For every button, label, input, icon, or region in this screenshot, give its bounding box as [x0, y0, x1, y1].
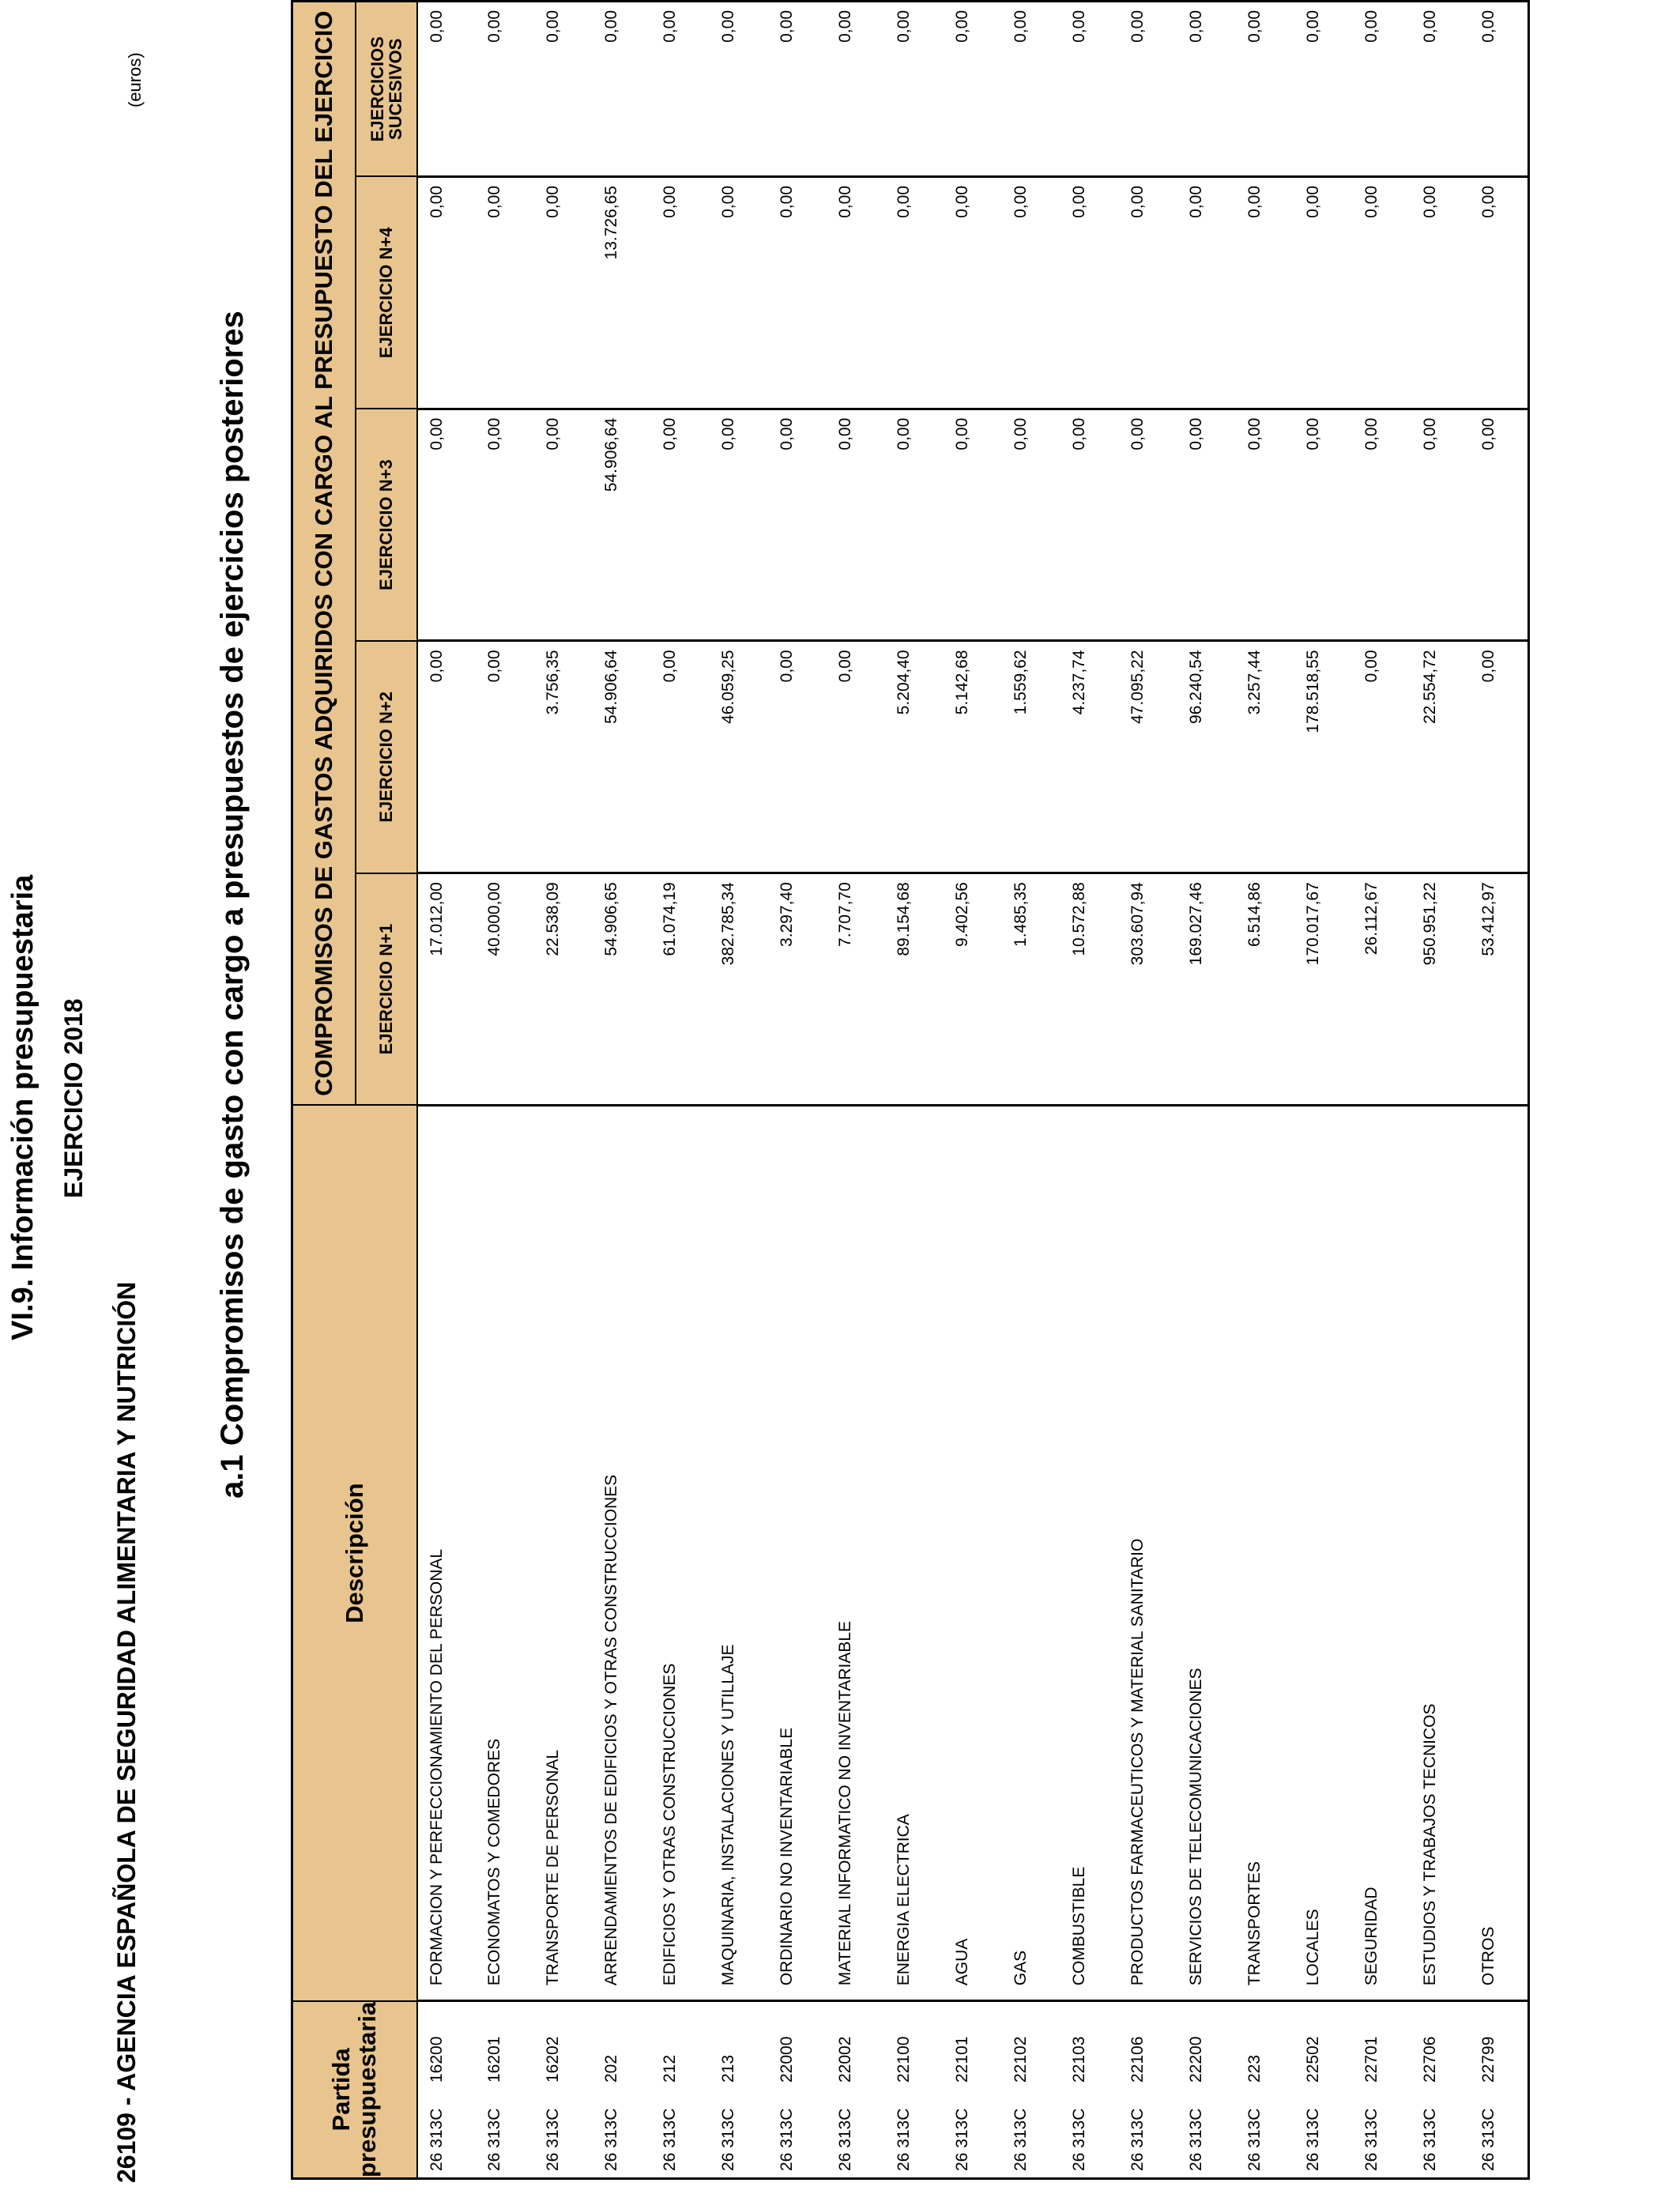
- ejercicio-n2-value: 178.518,55: [1294, 641, 1353, 873]
- partida-concept: 22701: [1362, 2036, 1381, 2083]
- partida-cell: [417, 2001, 476, 2179]
- sucesivos-value: 0,00: [1304, 10, 1322, 43]
- header-descripcion: Descripción: [292, 1105, 418, 2000]
- ejercicio-n2-value: 0,00: [417, 641, 476, 873]
- sucesivos-value: 0,00: [1070, 10, 1088, 43]
- partida-cell: [1470, 2001, 1528, 2179]
- header-group-compromisos: COMPROMISOS DE GASTOS ADQUIRIDOS CON CARGO AL PRESUPUESTO DEL EJERCICIO: [292, 2, 356, 1106]
- partida-program: 26 313C: [953, 2108, 971, 2171]
- ejercicio-n4-value: 0,00: [1236, 177, 1294, 409]
- header-ejercicios-sucesivos: EJERCICIOS SUCESIVOS: [356, 2, 417, 177]
- ejercicio-n4-value: 0,00: [1411, 177, 1470, 409]
- ejercicio-n4-value: 0,00: [768, 177, 827, 409]
- ejercicio-n1-value: 61.074,19: [651, 873, 710, 1106]
- partida-concept: 22106: [1128, 2036, 1147, 2083]
- partida-concept: 16200: [428, 2036, 446, 2083]
- partida-program: 26 313C: [895, 2108, 913, 2171]
- sucesivos-value: 0,00: [1187, 10, 1205, 43]
- partida-program: 26 313C: [778, 2108, 796, 2171]
- header-partida: Partida presupuestaria: [292, 2001, 418, 2179]
- sucesivos-value: 0,00: [1245, 10, 1264, 43]
- ejercicio-n4-value: 0,00: [827, 177, 885, 409]
- ejercicio-n3-value: 54.906,64: [593, 409, 651, 641]
- table-row: [1470, 2, 1528, 2179]
- partida-program: 26 313C: [485, 2108, 503, 2171]
- description-cell: EDIFICIOS Y OTRAS CONSTRUCCIONES: [651, 1105, 710, 2000]
- partida-program: 26 313C: [1362, 2108, 1381, 2171]
- ejercicio-n2-value: 96.240,54: [1177, 641, 1236, 873]
- ejercicio-n2-value: 22.554,72: [1411, 641, 1470, 873]
- sucesivos-value: 0,00: [895, 10, 913, 43]
- partida-concept: 16202: [544, 2036, 562, 2083]
- partida-program: 26 313C: [1479, 2108, 1497, 2171]
- sucesivos-value: 0,00: [778, 10, 796, 43]
- description-cell: COMBUSTIBLE: [1060, 1105, 1119, 2000]
- partida-program: 26 313C: [1421, 2108, 1439, 2171]
- partida-concept: 202: [602, 2054, 620, 2083]
- table-row: [1119, 2, 1177, 2179]
- table-row: [768, 2, 827, 2179]
- description-cell: MAQUINARIA, INSTALACIONES Y UTILLAJE: [710, 1105, 768, 2000]
- ejercicio-n1-value: 950.951,22: [1411, 873, 1470, 1106]
- ejercicio-n2-value: 0,00: [651, 641, 710, 873]
- document-title: VI.9. Información presupuestaria: [6, 874, 40, 1340]
- partida-cell: [1411, 2001, 1470, 2179]
- header-ejercicio-n4: EJERCICIO N+4: [356, 177, 417, 409]
- header-ejercicio-n3: EJERCICIO N+3: [356, 409, 417, 641]
- partida-cell: [710, 2001, 768, 2179]
- partida-program: 26 313C: [1187, 2108, 1205, 2171]
- sucesivos-value: 0,00: [602, 10, 620, 43]
- ejercicio-n3-value: 0,00: [651, 409, 710, 641]
- sucesivos-value: 0,00: [719, 10, 737, 43]
- table-body: [417, 2, 1528, 2179]
- ejercicio-n4-value: 0,00: [1002, 177, 1060, 409]
- partida-program: 26 313C: [836, 2108, 854, 2171]
- ejercicio-n2-value: 47.095,22: [1119, 641, 1177, 873]
- ejercicio-n3-value: 0,00: [417, 409, 476, 641]
- partida-concept: 22706: [1421, 2036, 1439, 2083]
- table-row: [1060, 2, 1119, 2179]
- partida-cell: [534, 2001, 593, 2179]
- table-row: [1002, 2, 1060, 2179]
- ejercicio-n2-value: 0,00: [768, 641, 827, 873]
- partida-concept: 22799: [1479, 2036, 1497, 2083]
- ejercicio-n2-value: 0,00: [476, 641, 534, 873]
- ejercicio-n3-value: 0,00: [944, 409, 1002, 641]
- partida-program: 26 313C: [1011, 2108, 1030, 2171]
- description-cell: OTROS: [1470, 1105, 1528, 2000]
- sucesivos-value: 0,00: [836, 10, 854, 43]
- description-cell: MATERIAL INFORMATICO NO INVENTARIABLE: [827, 1105, 885, 2000]
- ejercicio-n1-value: 17.012,00: [417, 873, 476, 1106]
- partida-concept: 22000: [778, 2036, 796, 2083]
- table-row: [1411, 2, 1470, 2179]
- ejercicio-n3-value: 0,00: [476, 409, 534, 641]
- description-cell: TRANSPORTES: [1236, 1105, 1294, 2000]
- sucesivos-value: 0,00: [1362, 10, 1381, 43]
- partida-concept: 22103: [1070, 2036, 1088, 2083]
- partida-cell: [593, 2001, 651, 2179]
- description-cell: ORDINARIO NO INVENTARIABLE: [768, 1105, 827, 2000]
- table-row: [476, 2, 534, 2179]
- ejercicio-n1-value: 3.297,40: [768, 873, 827, 1106]
- ejercicio-n3-value: 0,00: [1470, 409, 1528, 641]
- ejercicio-n4-value: 0,00: [1119, 177, 1177, 409]
- units-label: (euros): [125, 52, 145, 107]
- description-cell: GAS: [1002, 1105, 1060, 2000]
- ejercicio-n1-value: 7.707,70: [827, 873, 885, 1106]
- partida-cell: [1353, 2001, 1411, 2179]
- description-cell: ARRENDAMIENTOS DE EDIFICIOS Y OTRAS CONSTRUCCIONES: [593, 1105, 651, 2000]
- ejercicio-n4-value: 0,00: [1060, 177, 1119, 409]
- ejercicio-n1-value: 170.017,67: [1294, 873, 1353, 1106]
- table-row: [593, 2, 651, 2179]
- section-title: a.1 Compromisos de gasto con cargo a presupuestos de ejercicios posteriores: [215, 311, 250, 1498]
- partida-cell: [1177, 2001, 1236, 2179]
- ejercicio-n1-value: 22.538,09: [534, 873, 593, 1106]
- partida-cell: [1119, 2001, 1177, 2179]
- ejercicio-n4-value: 0,00: [1294, 177, 1353, 409]
- ejercicio-n3-value: 0,00: [1294, 409, 1353, 641]
- ejercicio-n4-value: 0,00: [476, 177, 534, 409]
- partida-concept: 22002: [836, 2036, 854, 2083]
- partida-concept: 16201: [485, 2036, 503, 2083]
- header-ejercicio-n2: EJERCICIO N+2: [356, 641, 417, 873]
- ejercicio-n4-value: 0,00: [651, 177, 710, 409]
- table-row: [1177, 2, 1236, 2179]
- ejercicio-n2-value: 0,00: [1470, 641, 1528, 873]
- table-row: [885, 2, 944, 2179]
- ejercicio-n1-value: 6.514,86: [1236, 873, 1294, 1106]
- ejercicio-n4-value: 0,00: [710, 177, 768, 409]
- partida-program: 26 313C: [1304, 2108, 1322, 2171]
- fiscal-year: EJERCICIO 2018: [59, 998, 88, 1198]
- ejercicio-n2-value: 5.142,68: [944, 641, 1002, 873]
- table-row: [944, 2, 1002, 2179]
- ejercicio-n2-value: 3.756,35: [534, 641, 593, 873]
- partida-cell: [651, 2001, 710, 2179]
- partida-program: 26 313C: [661, 2108, 679, 2171]
- partida-cell: [885, 2001, 944, 2179]
- header-ejercicio-n1: EJERCICIO N+1: [356, 873, 417, 1106]
- ejercicio-n2-value: 54.906,64: [593, 641, 651, 873]
- partida-concept: 212: [661, 2054, 679, 2083]
- ejercicio-n3-value: 0,00: [1002, 409, 1060, 641]
- sucesivos-value: 0,00: [661, 10, 679, 43]
- partida-program: 26 313C: [428, 2108, 446, 2171]
- ejercicio-n3-value: 0,00: [1236, 409, 1294, 641]
- ejercicio-n2-value: 46.059,25: [710, 641, 768, 873]
- ejercicio-n3-value: 0,00: [1353, 409, 1411, 641]
- ejercicio-n1-value: 89.154,68: [885, 873, 944, 1106]
- partida-cell: [1002, 2001, 1060, 2179]
- partida-cell: [827, 2001, 885, 2179]
- partida-cell: [1060, 2001, 1119, 2179]
- partida-concept: 22100: [895, 2036, 913, 2083]
- ejercicio-n2-value: 3.257,44: [1236, 641, 1294, 873]
- sucesivos-value: 0,00: [1011, 10, 1030, 43]
- ejercicio-n2-value: 5.204,40: [885, 641, 944, 873]
- partida-cell: [1236, 2001, 1294, 2179]
- ejercicio-n1-value: 54.906,65: [593, 873, 651, 1106]
- ejercicio-n1-value: 169.027,46: [1177, 873, 1236, 1106]
- partida-concept: 223: [1245, 2054, 1264, 2083]
- ejercicio-n1-value: 26.112,67: [1353, 873, 1411, 1106]
- ejercicio-n3-value: 0,00: [885, 409, 944, 641]
- partida-concept: 22101: [953, 2036, 971, 2083]
- organism-name: 26109 - AGENCIA ESPAÑOLA DE SEGURIDAD ALIMENTARIA Y NUTRICIÓN: [112, 1281, 141, 2183]
- table-row: [827, 2, 885, 2179]
- partida-program: 26 313C: [1070, 2108, 1088, 2171]
- ejercicio-n4-value: 0,00: [1177, 177, 1236, 409]
- sucesivos-value: 0,00: [428, 10, 446, 43]
- partida-concept: 213: [719, 2054, 737, 2083]
- ejercicio-n3-value: 0,00: [827, 409, 885, 641]
- ejercicio-n3-value: 0,00: [1411, 409, 1470, 641]
- partida-program: 26 313C: [1128, 2108, 1147, 2171]
- ejercicio-n1-value: 1.485,35: [1002, 873, 1060, 1106]
- ejercicio-n3-value: 0,00: [768, 409, 827, 641]
- ejercicio-n1-value: 382.785,34: [710, 873, 768, 1106]
- ejercicio-n2-value: 1.559,62: [1002, 641, 1060, 873]
- ejercicio-n1-value: 9.402,56: [944, 873, 1002, 1106]
- ejercicio-n1-value: 10.572,88: [1060, 873, 1119, 1106]
- description-cell: ECONOMATOS Y COMEDORES: [476, 1105, 534, 2000]
- ejercicio-n1-value: 53.412,97: [1470, 873, 1528, 1106]
- sucesivos-value: 0,00: [485, 10, 503, 43]
- sucesivos-value: 0,00: [1128, 10, 1147, 43]
- partida-program: 26 313C: [719, 2108, 737, 2171]
- table-row: [1236, 2, 1294, 2179]
- ejercicio-n4-value: 0,00: [417, 177, 476, 409]
- sucesivos-value: 0,00: [1421, 10, 1439, 43]
- table-row: [710, 2, 768, 2179]
- ejercicio-n1-value: 40.000,00: [476, 873, 534, 1106]
- ejercicio-n3-value: 0,00: [534, 409, 593, 641]
- sucesivos-value: 0,00: [1479, 10, 1497, 43]
- partida-concept: 22102: [1011, 2036, 1030, 2083]
- partida-concept: 22200: [1187, 2036, 1205, 2083]
- ejercicio-n3-value: 0,00: [1060, 409, 1119, 641]
- ejercicio-n3-value: 0,00: [1177, 409, 1236, 641]
- ejercicio-n4-value: 0,00: [944, 177, 1002, 409]
- description-cell: LOCALES: [1294, 1105, 1353, 2000]
- sucesivos-value: 0,00: [544, 10, 562, 43]
- table-row: [534, 2, 593, 2179]
- partida-cell: [944, 2001, 1002, 2179]
- ejercicio-n2-value: 4.237,74: [1060, 641, 1119, 873]
- partida-cell: [476, 2001, 534, 2179]
- sucesivos-value: 0,00: [953, 10, 971, 43]
- ejercicio-n3-value: 0,00: [710, 409, 768, 641]
- description-cell: ESTUDIOS Y TRABAJOS TECNICOS: [1411, 1105, 1470, 2000]
- description-cell: FORMACION Y PERFECCIONAMIENTO DEL PERSONAL: [417, 1105, 476, 2000]
- ejercicio-n3-value: 0,00: [1119, 409, 1177, 641]
- table-row: [417, 2, 476, 2179]
- ejercicio-n1-value: 303.607,94: [1119, 873, 1177, 1106]
- partida-cell: [768, 2001, 827, 2179]
- description-cell: SERVICIOS DE TELECOMUNICACIONES: [1177, 1105, 1236, 2000]
- partida-program: 26 313C: [1245, 2108, 1264, 2171]
- ejercicio-n4-value: 0,00: [885, 177, 944, 409]
- commitments-table: [291, 0, 1530, 2180]
- table-row: [651, 2, 710, 2179]
- ejercicio-n4-value: 0,00: [1470, 177, 1528, 409]
- partida-program: 26 313C: [602, 2108, 620, 2171]
- partida-cell: [1294, 2001, 1353, 2179]
- ejercicio-n4-value: 0,00: [1353, 177, 1411, 409]
- partida-concept: 22502: [1304, 2036, 1322, 2083]
- description-cell: SEGURIDAD: [1353, 1105, 1411, 2000]
- description-cell: TRANSPORTE DE PERSONAL: [534, 1105, 593, 2000]
- description-cell: AGUA: [944, 1105, 1002, 2000]
- ejercicio-n2-value: 0,00: [1353, 641, 1411, 873]
- ejercicio-n2-value: 0,00: [827, 641, 885, 873]
- table-row: [1353, 2, 1411, 2179]
- partida-program: 26 313C: [544, 2108, 562, 2171]
- table-row: [1294, 2, 1353, 2179]
- ejercicio-n4-value: 0,00: [534, 177, 593, 409]
- description-cell: PRODUCTOS FARMACEUTICOS Y MATERIAL SANITARIO: [1119, 1105, 1177, 2000]
- ejercicio-n4-value: 13.726,65: [593, 177, 651, 409]
- description-cell: ENERGIA ELECTRICA: [885, 1105, 944, 2000]
